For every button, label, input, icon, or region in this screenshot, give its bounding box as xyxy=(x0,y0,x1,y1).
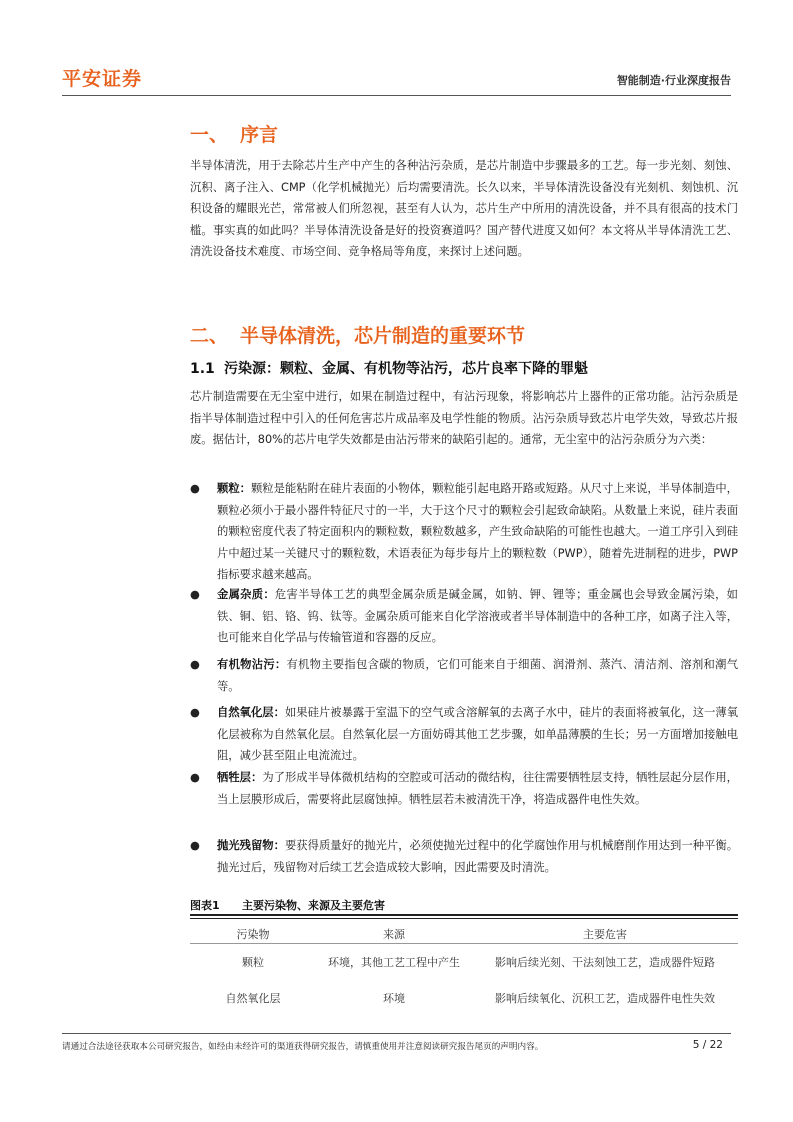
table-cell: 环境，其他工艺工程中产生 xyxy=(328,955,460,969)
bullet-term: 金属杂质： xyxy=(217,588,275,601)
bullet-text: 有机物主要指包含碳的物质，它们可能来自于细菌、润滑剂、蒸汽、清洁剂、溶剂和潮气等。 xyxy=(217,658,738,693)
bullet-metal-impurities xyxy=(190,584,738,649)
contaminants-table xyxy=(190,924,738,1016)
bullet-text: 为了形成半导体微机结构的空腔或可活动的微结构，往往需要牺牲层支持，牺牲层起分层作用，当上层膜形成后，需要将此层腐蚀掉。牺牲层若未被清洗干净，将造成器件电性失效。 xyxy=(217,771,738,806)
contamination-paragraph: 芯片制造需要在无尘室中进行，如果在制造过程中，有沾污现象，将影响芯片上器件的正常功能。沾污杂质是指半导体制造过程中引入的任何危害芯片成品率及电学性能的物质。沾污杂质导致芯片电学失效，导致芯片报废。据估计，80%的芯片电学失效都是由沾污带来的缺陷引起的。通常，无尘室中的沾污杂质分为六类： xyxy=(190,390,738,447)
bullet-term: 牺牲层： xyxy=(217,771,263,784)
bullet-polishing-residue xyxy=(190,835,738,878)
section-heading-preface xyxy=(190,120,278,147)
figure-rule-thick xyxy=(190,914,738,916)
table-header-row xyxy=(190,924,738,944)
company-logo: 平安证券 xyxy=(62,68,143,90)
bullet-sacrificial-layer xyxy=(190,767,738,810)
figure-rule-thin xyxy=(190,918,738,919)
table-cell: 影响后续光刻、干法刻蚀工艺，造成器件短路 xyxy=(495,955,715,969)
table-cell: 自然氧化层 xyxy=(225,991,281,1005)
section-number: 二、 xyxy=(190,325,229,347)
section-title: 半导体清洗，芯片制造的重要环节 xyxy=(240,325,526,347)
bullet-native-oxide xyxy=(190,702,738,767)
bullet-icon: ● xyxy=(190,658,200,671)
section-title: 序言 xyxy=(240,124,279,146)
bullet-icon: ● xyxy=(190,706,200,719)
subsection-number: 1.1 xyxy=(190,361,215,377)
table-cell: 影响后续氧化、沉积工艺，造成器件电性失效 xyxy=(495,991,715,1005)
bullet-term: 抛光残留物： xyxy=(217,839,285,852)
bullet-icon: ● xyxy=(190,839,200,852)
bullet-particles xyxy=(190,478,738,586)
figure-number: 图表1 xyxy=(190,899,220,912)
bullet-icon: ● xyxy=(190,771,200,784)
page-number: 5 / 22 xyxy=(692,1039,723,1051)
footer-disclaimer: 请通过合法途径获取本公司研究报告，如经由未经许可的渠道获得研究报告，请慎重使用并注意阅读研究报告尾页的声明内容。 xyxy=(62,1042,544,1052)
section-heading-cleaning xyxy=(190,321,525,348)
column-header: 来源 xyxy=(316,924,472,944)
subsection-title: 污染源：颗粒、金属、有机物等沾污，芯片良率下降的罪魁 xyxy=(224,361,588,377)
table-cell: 颗粒 xyxy=(242,955,264,969)
bullet-term: 有机物沾污： xyxy=(217,658,287,671)
table-cell: 环境 xyxy=(383,991,405,1005)
header-divider xyxy=(62,95,731,96)
table-row xyxy=(190,980,738,1016)
report-category: 智能制造·行业深度报告 xyxy=(616,74,731,87)
bullet-icon: ● xyxy=(190,588,200,601)
subsection-heading-contamination xyxy=(190,358,588,378)
table-row xyxy=(190,944,738,981)
bullet-organic-contamination xyxy=(190,654,738,697)
bullet-icon: ● xyxy=(190,482,200,495)
bullet-text: 要获得质量好的抛光片，必须使抛光过程中的化学腐蚀作用与机械磨削作用达到一种平衡。抛光过后，残留物对后续工艺会造成较大影响，因此需要及时清洗。 xyxy=(217,839,738,874)
bullet-term: 颗粒： xyxy=(217,482,251,495)
column-header: 污染物 xyxy=(190,924,316,944)
bullet-text: 颗粒是能粘附在硅片表面的小物体，颗粒能引起电路开路或短路。从尺寸上来说，半导体制造中，颗粒必须小于最小器件特征尺寸的一半，大于这个尺寸的颗粒会引起致命缺陷。从数量上来说，硅片表面的颗粒密度代表了特定面积内的颗粒数，颗粒数越多，产生致命缺陷的可能性也越大。一道工序引入到硅片中超过某一关键尺寸的颗粒数，术语表征为每步每片上的颗粒数（PWP），随着先进制程的进步，PWP 指标要求越来越高。 xyxy=(217,482,738,582)
column-header: 主要危害 xyxy=(472,924,738,944)
footer-divider xyxy=(62,1033,731,1034)
figure-title: 主要污染物、来源及主要危害 xyxy=(242,899,385,912)
bullet-term: 自然氧化层： xyxy=(217,706,285,719)
bullet-text: 如果硅片被暴露于室温下的空气或含溶解氧的去离子水中，硅片的表面将被氧化，这一薄氧化层被称为自然氧化层。自然氧化层一方面妨碍其他工艺步骤，如单晶薄膜的生长；另一方面增加接触电阻，减少甚至阻止电流流过。 xyxy=(217,706,738,763)
bullet-text: 危害半导体工艺的典型金属杂质是碱金属，如钠、钾、锂等；重金属也会导致金属污染，如铁、铜、铝、铬、钨、钛等。金属杂质可能来自化学溶液或者半导体制造中的各种工序，如离子注入等，也可能来自化学品与传输管道和容器的反应。 xyxy=(217,588,738,645)
section-number: 一、 xyxy=(190,124,229,146)
preface-paragraph: 半导体清洗，用于去除芯片生产中产生的各种沾污杂质，是芯片制造中步骤最多的工艺。每一步光刻、刻蚀、沉积、离子注入、CMP（化学机械抛光）后均需要清洗。长久以来，半导体清洗设备没有光刻机、刻蚀机、沉积设备的耀眼光芒，常常被人们所忽视，甚至有人认为，芯片生产中所用的清洗设备，并不具有很高的技术门槛。事实真的如此吗？半导体清洗设备是好的投资赛道吗？国产替代进度又如何？本文将从半导体清洗工艺、清洗设备技术难度、市场空间、竞争格局等角度，来探讨上述问题。 xyxy=(190,159,738,259)
figure-caption xyxy=(190,897,385,913)
